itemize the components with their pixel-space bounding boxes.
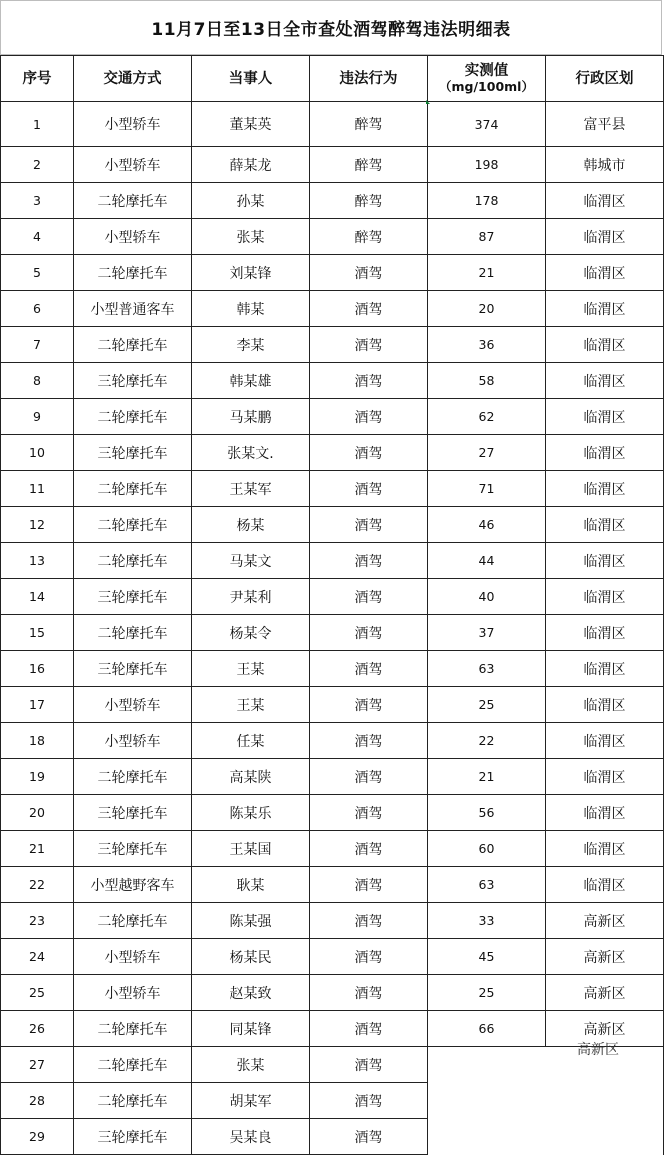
cell-person: 王某 (192, 687, 310, 723)
cell-vehicle: 三轮摩托车 (74, 435, 192, 471)
table-row (1, 183, 664, 219)
cell-person: 韩某 (192, 291, 310, 327)
cell-violation: 酒驾 (310, 291, 428, 327)
header-vehicle: 交通方式 (74, 56, 192, 102)
cell-person: 张某 (192, 219, 310, 255)
cell-person: 赵某致 (192, 975, 310, 1011)
cell-vehicle: 小型越野客车 (74, 867, 192, 903)
cell-violation: 酒驾 (310, 1047, 428, 1083)
table-row (1, 723, 664, 759)
cell-district: 临渭区 (546, 219, 664, 255)
table-row (1, 831, 664, 867)
cell-vehicle: 二轮摩托车 (74, 255, 192, 291)
cell-district: 临渭区 (546, 795, 664, 831)
cell-violation: 酒驾 (310, 363, 428, 399)
cell-district: 临渭区 (546, 615, 664, 651)
cell-measured: 60 (428, 831, 546, 867)
cell-person: 尹某利 (192, 579, 310, 615)
cell-violation: 酒驾 (310, 579, 428, 615)
cell-violation: 醉驾 (310, 147, 428, 183)
cell-seq: 23 (1, 903, 74, 939)
cell-measured: 198 (428, 147, 546, 183)
cell-violation: 酒驾 (310, 939, 428, 975)
cell-vehicle: 三轮摩托车 (74, 651, 192, 687)
cell-measured: 62 (428, 399, 546, 435)
table-row (1, 507, 664, 543)
cell-vehicle: 二轮摩托车 (74, 759, 192, 795)
cell-violation: 酒驾 (310, 507, 428, 543)
table-row (1, 759, 664, 795)
table-row (1, 795, 664, 831)
cell-violation: 酒驾 (310, 723, 428, 759)
cell-violation: 酒驾 (310, 543, 428, 579)
cell-person: 薛某龙 (192, 147, 310, 183)
cell-seq: 21 (1, 831, 74, 867)
cell-violation: 酒驾 (310, 831, 428, 867)
cell-vehicle: 二轮摩托车 (74, 507, 192, 543)
cell-district: 临渭区 (546, 831, 664, 867)
cell-seq: 18 (1, 723, 74, 759)
cell-vehicle: 二轮摩托车 (74, 543, 192, 579)
cell-vehicle: 二轮摩托车 (74, 327, 192, 363)
cell-vehicle: 小型轿车 (74, 939, 192, 975)
cell-person: 韩某雄 (192, 363, 310, 399)
table-row (1, 255, 664, 291)
cell-measured: 46 (428, 507, 546, 543)
cell-person: 马某鹏 (192, 399, 310, 435)
table-row (1, 327, 664, 363)
cell-vehicle: 三轮摩托车 (74, 795, 192, 831)
cell-vehicle: 二轮摩托车 (74, 1083, 192, 1119)
cell-measured: 56 (428, 795, 546, 831)
cell-district: 韩城市 (546, 147, 664, 183)
cell-violation: 酒驾 (310, 399, 428, 435)
header-seq: 序号 (1, 56, 74, 102)
cell-violation: 醉驾 (310, 183, 428, 219)
cell-seq: 27 (1, 1047, 74, 1083)
table-row (1, 939, 664, 975)
cell-district: 高新区 (546, 975, 664, 1011)
cell-violation: 酒驾 (310, 1119, 428, 1155)
cell-measured: 20 (428, 291, 546, 327)
cell-vehicle: 二轮摩托车 (74, 615, 192, 651)
cell-measured: 87 (428, 219, 546, 255)
header-violation: 违法行为 (310, 56, 428, 102)
cell-vehicle: 三轮摩托车 (74, 1119, 192, 1155)
header-measured (428, 56, 546, 102)
cell-vehicle: 二轮摩托车 (74, 903, 192, 939)
cell-person: 同某锋 (192, 1011, 310, 1047)
cell-district: 临渭区 (546, 291, 664, 327)
table-row (1, 615, 664, 651)
cell-vehicle: 二轮摩托车 (74, 399, 192, 435)
cell-district: 临渭区 (546, 759, 664, 795)
table-row (1, 147, 664, 183)
cell-seq: 25 (1, 975, 74, 1011)
cell-measured: 33 (428, 903, 546, 939)
cell-comment-marker (426, 100, 430, 104)
table-row (1, 363, 664, 399)
cell-seq: 28 (1, 1083, 74, 1119)
table-row (1, 102, 664, 147)
cell-violation: 酒驾 (310, 615, 428, 651)
cell-seq: 4 (1, 219, 74, 255)
cell-person: 杨某令 (192, 615, 310, 651)
header-person: 当事人 (192, 56, 310, 102)
cell-seq: 20 (1, 795, 74, 831)
cell-violation: 酒驾 (310, 255, 428, 291)
cell-person: 马某文 (192, 543, 310, 579)
cell-violation: 酒驾 (310, 435, 428, 471)
table-row (1, 867, 664, 903)
cell-district: 临渭区 (546, 651, 664, 687)
cell-measured: 71 (428, 471, 546, 507)
cell-district: 临渭区 (546, 435, 664, 471)
table-row (1, 975, 664, 1011)
table-row (1, 687, 664, 723)
cell-vehicle: 小型轿车 (74, 102, 192, 147)
cell-person: 陈某强 (192, 903, 310, 939)
cell-vehicle: 小型轿车 (74, 687, 192, 723)
cell-vehicle: 二轮摩托车 (74, 1011, 192, 1047)
cell-person: 吴某良 (192, 1119, 310, 1155)
cell-violation: 酒驾 (310, 687, 428, 723)
cell-seq: 15 (1, 615, 74, 651)
cell-seq: 24 (1, 939, 74, 975)
cell-vehicle: 二轮摩托车 (74, 1047, 192, 1083)
cell-measured: 63 (428, 867, 546, 903)
cell-measured: 37 (428, 615, 546, 651)
cell-person: 王某 (192, 651, 310, 687)
cell-seq: 9 (1, 399, 74, 435)
table-row (1, 543, 664, 579)
cell-seq: 12 (1, 507, 74, 543)
cell-vehicle: 三轮摩托车 (74, 363, 192, 399)
cell-person: 耿某 (192, 867, 310, 903)
cell-violation: 酒驾 (310, 651, 428, 687)
cell-person: 李某 (192, 327, 310, 363)
table-row (1, 399, 664, 435)
cell-measured: 66 (428, 1011, 546, 1047)
cell-violation: 酒驾 (310, 903, 428, 939)
cell-violation: 酒驾 (310, 1083, 428, 1119)
header-measured-unit: （mg/100ml） (439, 78, 534, 94)
cell-seq: 22 (1, 867, 74, 903)
table-row (1, 651, 664, 687)
cell-district: 富平县 (546, 102, 664, 147)
cell-person: 高某陕 (192, 759, 310, 795)
cell-seq: 3 (1, 183, 74, 219)
cell-district: 高新区 (546, 1011, 664, 1047)
cell-person: 孙某 (192, 183, 310, 219)
table-row (1, 435, 664, 471)
cell-person: 王某国 (192, 831, 310, 867)
cell-vehicle: 三轮摩托车 (74, 831, 192, 867)
cell-person: 张某 (192, 1047, 310, 1083)
cell-measured: 21 (428, 255, 546, 291)
cell-measured: 58 (428, 363, 546, 399)
table-header-row (1, 56, 664, 102)
table-row (1, 579, 664, 615)
cell-district: 高新区 (546, 939, 664, 975)
cell-vehicle: 小型轿车 (74, 147, 192, 183)
cell-measured: 374 (428, 102, 546, 147)
cell-seq: 16 (1, 651, 74, 687)
cell-district: 高新区 (546, 903, 664, 939)
cell-seq: 8 (1, 363, 74, 399)
header-measured-label: 实测值 (464, 62, 509, 79)
cell-district: 临渭区 (546, 399, 664, 435)
cell-vehicle: 二轮摩托车 (74, 183, 192, 219)
table-row (1, 471, 664, 507)
table-row (1, 291, 664, 327)
cell-vehicle: 小型普通客车 (74, 291, 192, 327)
cropped-district-text (568, 1042, 628, 1058)
cell-measured: 36 (428, 327, 546, 363)
cell-district: 临渭区 (546, 867, 664, 903)
cell-seq: 14 (1, 579, 74, 615)
cell-person: 董某英 (192, 102, 310, 147)
cell-measured: 63 (428, 651, 546, 687)
cell-seq: 19 (1, 759, 74, 795)
cell-person: 张某文. (192, 435, 310, 471)
cell-seq: 1 (1, 102, 74, 147)
cell-district: 临渭区 (546, 507, 664, 543)
cell-seq: 13 (1, 543, 74, 579)
cell-district: 临渭区 (546, 723, 664, 759)
cell-district: 临渭区 (546, 363, 664, 399)
cell-seq: 5 (1, 255, 74, 291)
cell-person: 刘某锋 (192, 255, 310, 291)
cell-district: 临渭区 (546, 471, 664, 507)
table-row (1, 903, 664, 939)
cell-seq: 10 (1, 435, 74, 471)
cell-violation: 酒驾 (310, 975, 428, 1011)
cell-violation: 酒驾 (310, 795, 428, 831)
cell-seq: 29 (1, 1119, 74, 1155)
cell-violation: 酒驾 (310, 1011, 428, 1047)
cell-seq: 7 (1, 327, 74, 363)
cell-vehicle: 二轮摩托车 (74, 471, 192, 507)
cell-violation: 醉驾 (310, 102, 428, 147)
cell-violation: 醉驾 (310, 219, 428, 255)
cell-violation: 酒驾 (310, 759, 428, 795)
table-row (1, 1011, 664, 1047)
cell-seq: 17 (1, 687, 74, 723)
cropped-area (428, 1047, 663, 1155)
cell-vehicle: 小型轿车 (74, 723, 192, 759)
cell-measured: 44 (428, 543, 546, 579)
violations-table (0, 55, 664, 1155)
cell-violation: 酒驾 (310, 867, 428, 903)
cell-vehicle: 三轮摩托车 (74, 579, 192, 615)
cell-measured: 178 (428, 183, 546, 219)
cell-measured: 25 (428, 975, 546, 1011)
cell-measured: 45 (428, 939, 546, 975)
cell-district: 临渭区 (546, 543, 664, 579)
cell-seq: 11 (1, 471, 74, 507)
cell-person: 杨某民 (192, 939, 310, 975)
cell-person: 任某 (192, 723, 310, 759)
cell-measured: 27 (428, 435, 546, 471)
cell-vehicle: 小型轿车 (74, 975, 192, 1011)
table-row (1, 219, 664, 255)
cell-person: 胡某军 (192, 1083, 310, 1119)
cell-measured: 21 (428, 759, 546, 795)
page-title: 11月7日至13日全市查处酒驾醉驾违法明细表 (0, 0, 662, 55)
cell-seq: 6 (1, 291, 74, 327)
cell-person: 王某军 (192, 471, 310, 507)
cell-measured: 25 (428, 687, 546, 723)
cropped-district-label: 高新区 (577, 1042, 619, 1058)
cell-seq: 26 (1, 1011, 74, 1047)
cell-vehicle: 小型轿车 (74, 219, 192, 255)
cell-district: 临渭区 (546, 183, 664, 219)
cell-seq: 2 (1, 147, 74, 183)
cell-person: 陈某乐 (192, 795, 310, 831)
cell-district: 临渭区 (546, 687, 664, 723)
cell-district: 临渭区 (546, 327, 664, 363)
cell-district: 临渭区 (546, 255, 664, 291)
cell-person: 杨某 (192, 507, 310, 543)
cell-violation: 酒驾 (310, 471, 428, 507)
cell-violation: 酒驾 (310, 327, 428, 363)
header-district: 行政区划 (546, 56, 664, 102)
cell-measured: 40 (428, 579, 546, 615)
cell-district: 临渭区 (546, 579, 664, 615)
cell-measured: 22 (428, 723, 546, 759)
